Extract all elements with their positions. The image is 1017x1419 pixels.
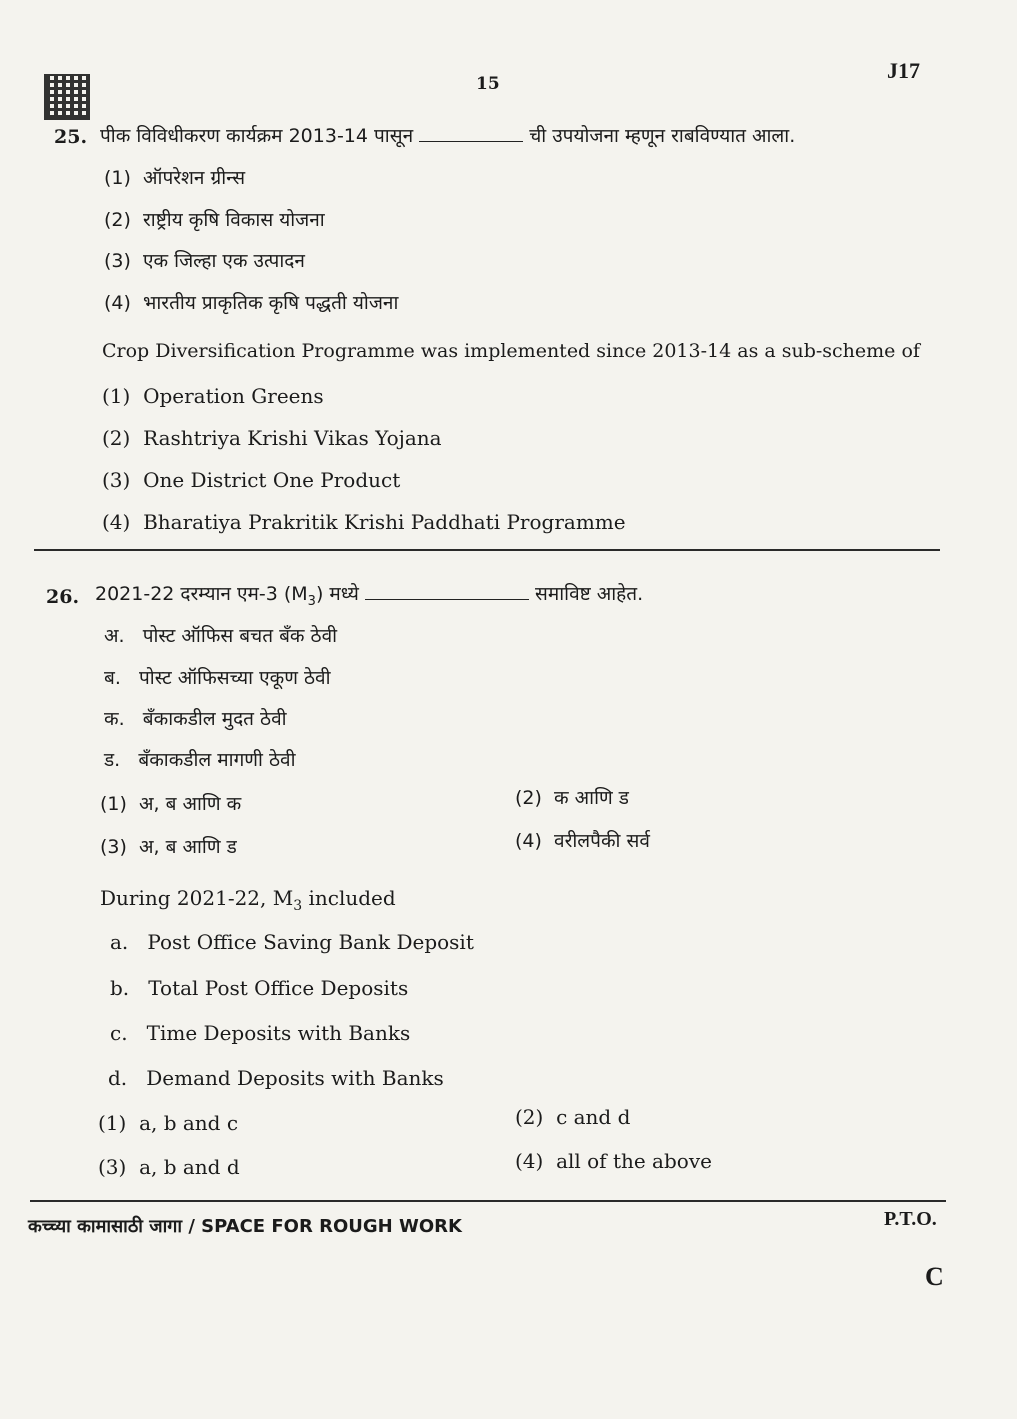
item-mr-b: ब. पोस्ट ऑफिसच्या एकूण ठेवी [104, 667, 331, 689]
question-stem-en: Crop Diversification Programme was implemented since 2013-14 as a sub-scheme of [102, 340, 920, 362]
answer-blank [419, 141, 523, 142]
option-en-3: (3) One District One Product [102, 468, 401, 492]
qr-code [44, 74, 90, 120]
option-en-3: (3) a, b and d [98, 1155, 240, 1179]
pto-label: P.T.O. [884, 1208, 937, 1230]
option-mr-3: (3) अ, ब आणि ड [100, 836, 237, 858]
item-mr-c: क. बँकाकडील मुदत ठेवी [104, 708, 287, 730]
question-stem-mr: पीक विविधीकरण कार्यक्रम 2013-14 पासून ची उपयोजना म्हणून राबविण्यात आला. [100, 125, 796, 147]
item-en-c: c. Time Deposits with Banks [110, 1021, 411, 1045]
item-en-a: a. Post Office Saving Bank Deposit [110, 930, 474, 954]
item-mr-d: ड. बँकाकडील मागणी ठेवी [104, 749, 296, 771]
item-mr-a: अ. पोस्ट ऑफिस बचत बँक ठेवी [104, 625, 338, 647]
option-en-1: (1) a, b and c [98, 1111, 239, 1135]
question-stem-en: During 2021-22, $M_3$ included [100, 886, 396, 914]
question-number: 26. [46, 586, 80, 608]
option-mr-2: (2) क आणि ड [515, 787, 629, 809]
option-mr-1: (1) ऑपरेशन ग्रीन्स [104, 167, 246, 189]
option-en-1: (1) Operation Greens [102, 384, 324, 408]
question-divider [34, 549, 940, 551]
option-mr-3: (3) एक जिल्हा एक उत्पादन [104, 250, 305, 272]
question-number: 25. [54, 126, 88, 148]
option-mr-2: (2) राष्ट्रीय कृषि विकास योजना [104, 209, 325, 231]
option-en-2: (2) Rashtriya Krishi Vikas Yojana [102, 426, 442, 450]
option-mr-4: (4) वरीलपैकी सर्व [515, 830, 650, 852]
rough-work-label: कच्च्या कामासाठी जागा / SPACE FOR ROUGH WORK [28, 1216, 462, 1237]
footer-divider [30, 1200, 946, 1202]
question-stem-mr: 2021-22 दरम्यान एम-3 $(M_3)$ मध्ये समाविष्ट आहेत. [95, 583, 644, 609]
paper-code: J17 [887, 58, 920, 83]
item-en-b: b. Total Post Office Deposits [110, 976, 409, 1000]
option-mr-4: (4) भारतीय प्राकृतिक कृषि पद्धती योजना [104, 292, 399, 314]
option-en-4: (4) Bharatiya Prakritik Krishi Paddhati Programme [102, 510, 626, 534]
item-en-d: d. Demand Deposits with Banks [108, 1066, 444, 1090]
option-en-2: (2) c and d [515, 1105, 631, 1129]
answer-blank [365, 599, 529, 600]
option-mr-1: (1) अ, ब आणि क [100, 793, 242, 815]
option-en-4: (4) all of the above [515, 1149, 712, 1173]
page-number: 15 [476, 74, 500, 94]
set-code: C [925, 1262, 944, 1291]
